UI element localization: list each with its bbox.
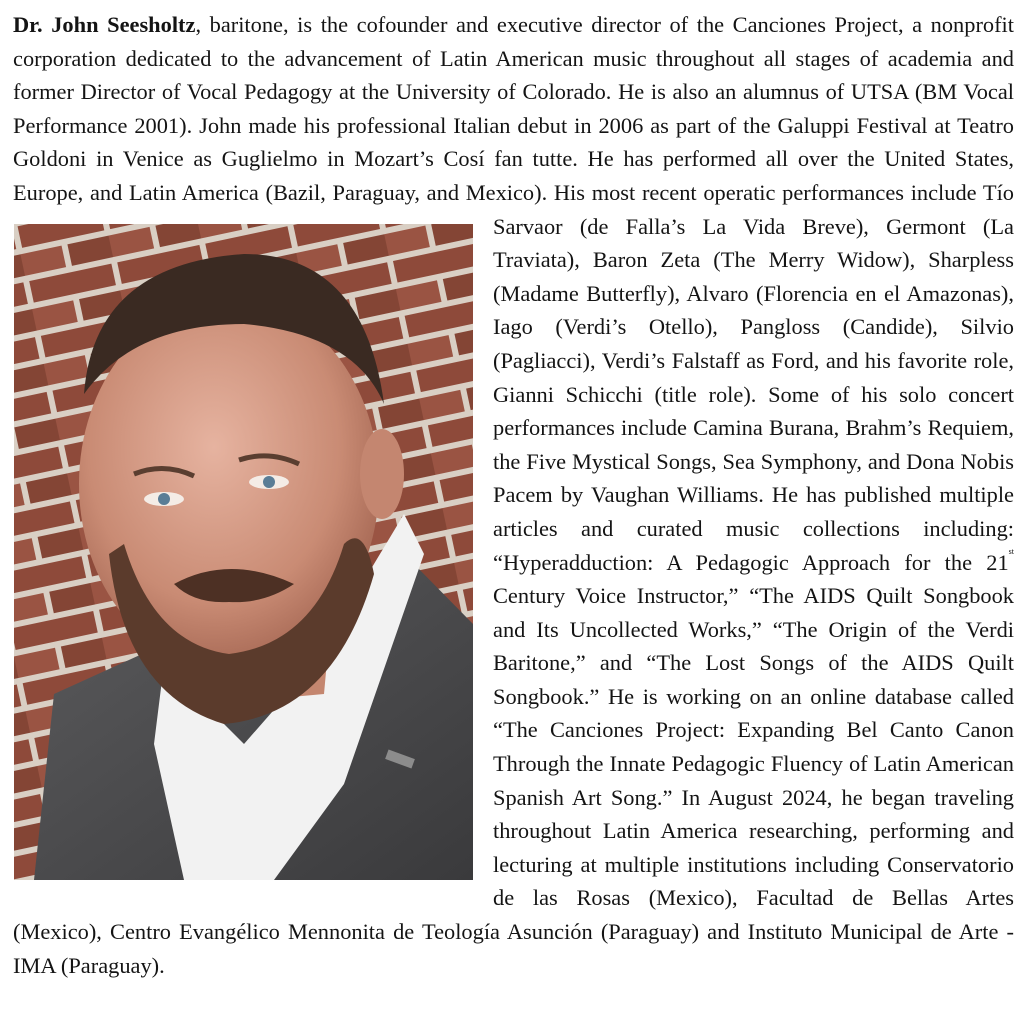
bio-text-part-3: Century Voice Instructor,” “The AIDS Quilt Songbook and Its Uncollected Works,” “The Origin of the Verdi Baritone,” and “The Lost Songs of the AIDS Quilt Songbook.” He is working on an online database called “The Canciones Project: Expanding Bel Canto Canon Through the Innate Pedagogic Fluency of Latin American Spanish Art Song.” In August 2024, he began traveling throughout Latin America researching, performing and lecturing at multiple institutions including Conservatorio de las Rosas (Mexico), Facultad de Bellas Artes (Mexico), Centro Evangélico Mennonita de Teología Asunción (Paraguay) and Instituto Municipal de Arte -IMA (Paraguay). [13, 583, 1014, 978]
ordinal-suffix: st [1008, 546, 1014, 556]
bio-text-part-1: , baritone, is the cofounder and executive director of the Canciones Project, a nonprofit corporation dedicated to the advancement of Latin American music throughout all stages of academia and former Director of Vocal Pedagogy at the University of Colorado. He is also an alumnus of UTSA (BM Vocal Performance 2001). John made his professional Italian debut in 2006 as part of the Galuppi Festival at Teatro Goldoni in Venice as Guglielmo in Mozart’s Cosí fan tutte. He has performed all over the United States, Europe, and Latin America (Bazil, Paraguay, and Mexico). His most recent operatic performances include Tío Sarvaor (de Falla’s La Vida Breve), Germont (La [13, 12, 1014, 239]
bio-name: Dr. John Seesholtz [13, 12, 196, 37]
bio-text-part-2: Traviata), Baron Zeta (The Merry Widow), Sharpless (Madame Butterfly), Alvaro (Florencia en el Amazonas), Iago (Verdi’s Otello), Pangloss (Candide), Silvio (Pagliacci), Verdi’s Falstaff as Ford, and his favorite role, Gianni Schicchi (title role). Some of his solo concert performances include Camina Burana, Brahm’s Requiem, the Five Mystical Songs, Sea Symphony, and Dona Nobis Pacem by Vaughan Williams. He has published multiple articles and curated music collections including: “Hyperadduction: A Pedagogic Approach for the 21 [493, 247, 1014, 575]
portrait-photo [14, 224, 473, 880]
bio-paragraph [13, 8, 1014, 982]
